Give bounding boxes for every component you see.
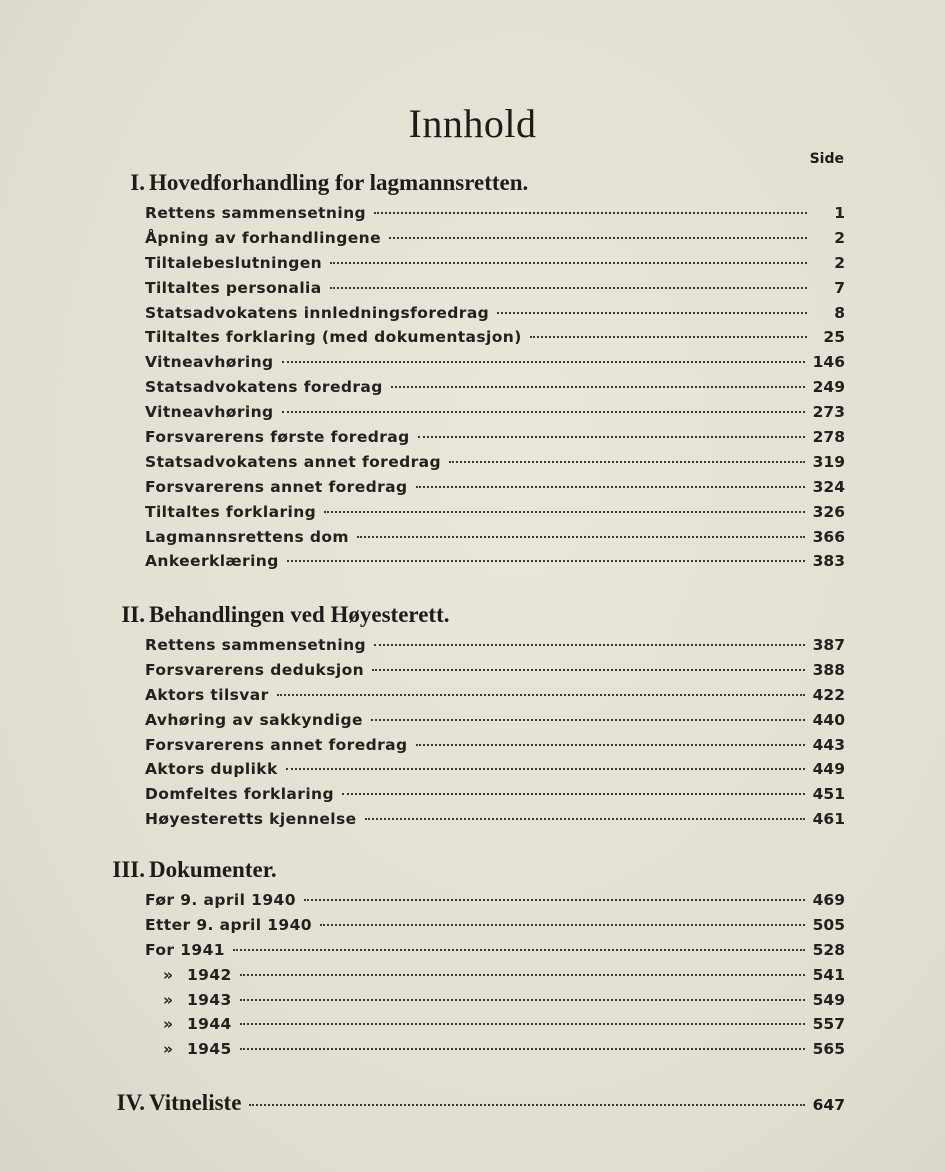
ditto-marker: » (163, 1015, 174, 1034)
entry-label: Åpning av forhandlingene (145, 228, 381, 247)
entry-label: Rettens sammensetning (145, 636, 366, 654)
entry-label: For 1941 (145, 940, 225, 959)
toc-entry (100, 353, 845, 378)
dot-leader (277, 694, 805, 696)
toc-entry (100, 785, 845, 810)
entry-label: Forsvarerens annet foredrag (145, 735, 408, 754)
section-number: IV. (116, 1090, 145, 1115)
entry-page: 7 (834, 278, 845, 297)
toc-entry (100, 229, 845, 254)
toc-entry (100, 661, 845, 686)
section-number: III. (112, 857, 145, 882)
dot-leader (371, 719, 805, 721)
dot-leader (449, 461, 805, 463)
toc-entry (100, 403, 845, 428)
entry-page: 319 (812, 452, 845, 471)
section-heading (100, 170, 845, 204)
dot-leader (416, 486, 805, 488)
toc-entry (100, 810, 845, 835)
entry-page: 324 (812, 477, 845, 496)
toc-entry (100, 552, 845, 577)
entry-label: Vitneavhøring (145, 403, 274, 422)
dot-leader (374, 644, 805, 646)
section-title: Behandlingen ved Høyesterett. (149, 602, 450, 627)
entry-label: Tiltaltes forklaring (med dokumentasjon) (145, 328, 522, 347)
entry-page: 451 (812, 785, 845, 804)
entry-label: Avhøring av sakkyndige (145, 710, 363, 729)
dot-leader (240, 1048, 805, 1050)
section-4 (100, 1090, 845, 1124)
toc-entry (100, 478, 845, 503)
page-title: Innhold (408, 101, 537, 146)
dot-leader (287, 560, 805, 562)
dot-leader (330, 262, 807, 264)
entry-page: 25 (823, 328, 845, 347)
entry-label: Tiltalebeslutningen (145, 253, 323, 272)
dot-leader (330, 287, 807, 289)
toc-entry (100, 1040, 845, 1065)
ditto-marker: » (163, 990, 174, 1009)
toc-entry (100, 428, 845, 453)
toc-entry (100, 916, 845, 941)
toc-entry (100, 279, 845, 304)
entry-page: 1 (834, 204, 845, 222)
section-heading (100, 1090, 845, 1124)
ditto-marker: » (163, 1040, 174, 1059)
entry-page: 422 (812, 685, 845, 704)
section-title: Dokumenter. (149, 857, 277, 882)
dot-leader (374, 212, 807, 214)
dot-leader (342, 793, 805, 795)
toc-entry (100, 686, 845, 711)
toc-entry (100, 891, 845, 916)
entry-page: 278 (812, 428, 845, 447)
entry-list (100, 891, 845, 1065)
entry-page: 2 (834, 228, 845, 247)
toc-entry (100, 760, 845, 785)
entry-label: Tiltaltes forklaring (145, 502, 317, 521)
entry-label: Forsvarerens første foredrag (145, 428, 410, 447)
dot-leader (365, 818, 805, 820)
dot-leader (240, 1023, 805, 1025)
entry-label: Vitneavhøring (145, 353, 274, 372)
toc-entry (100, 991, 845, 1016)
entry-page: 549 (812, 990, 845, 1009)
section-heading (100, 857, 845, 891)
entry-label: Forsvarerens deduksjon (145, 660, 365, 679)
entry-label: Lagmannsrettens dom (145, 527, 349, 546)
toc-entry (100, 711, 845, 736)
entry-page: 557 (812, 1015, 845, 1034)
section-3 (100, 857, 845, 1065)
entry-page: 440 (812, 710, 845, 729)
dot-leader (416, 744, 805, 746)
dot-leader (240, 974, 805, 976)
dot-leader (233, 949, 805, 951)
toc-entry (100, 941, 845, 966)
dot-leader (389, 237, 807, 239)
dot-leader (324, 511, 805, 513)
entry-page: 273 (812, 403, 845, 422)
section-number: II. (121, 602, 145, 627)
entry-label: 1942 (187, 965, 232, 984)
entry-page: 647 (812, 1096, 845, 1114)
dot-leader (530, 336, 807, 338)
entry-label: Statsadvokatens innledningsforedrag (145, 303, 490, 322)
entry-page: 461 (812, 810, 845, 829)
entry-label: Rettens sammensetning (145, 204, 366, 222)
section-number: I. (130, 170, 145, 195)
entry-label: 1944 (187, 1015, 232, 1034)
toc-entry (100, 528, 845, 553)
entry-list (100, 204, 845, 577)
entry-page: 383 (812, 552, 845, 571)
entry-page: 541 (812, 965, 845, 984)
entry-label: Høyesteretts kjennelse (145, 810, 357, 829)
entry-page: 8 (834, 303, 845, 322)
entry-label: Tiltaltes personalia (145, 278, 322, 297)
toc-entry (100, 966, 845, 991)
entry-list (100, 636, 845, 835)
toc-entry (100, 503, 845, 528)
section-heading (100, 602, 845, 636)
dot-leader (286, 768, 805, 770)
toc-entry (100, 378, 845, 403)
dot-leader (240, 999, 805, 1001)
entry-page: 366 (812, 527, 845, 546)
entry-label: Forsvarerens annet foredrag (145, 477, 408, 496)
entry-page: 565 (812, 1040, 845, 1059)
section-title: Hovedforhandling for lagmannsretten. (149, 170, 529, 195)
dot-leader (497, 312, 807, 314)
entry-page: 388 (812, 660, 845, 679)
entry-label: Aktors tilsvar (145, 685, 269, 704)
entry-label: Statsadvokatens foredrag (145, 378, 383, 397)
entry-page: 2 (834, 253, 845, 272)
dot-leader (391, 386, 805, 388)
dot-leader (418, 436, 805, 438)
dot-leader (249, 1104, 804, 1106)
ditto-marker: » (163, 965, 174, 984)
toc-entry (100, 636, 845, 661)
toc-entry (100, 453, 845, 478)
section-title: Vitneliste (149, 1090, 242, 1115)
entry-label: Ankeerklæring (145, 552, 279, 571)
entry-label: Før 9. april 1940 (145, 891, 296, 909)
entry-label: Domfeltes forklaring (145, 785, 334, 804)
entry-page: 146 (812, 353, 845, 372)
toc-entry (100, 254, 845, 279)
entry-label: 1943 (187, 990, 232, 1009)
entry-page: 505 (812, 915, 845, 934)
entry-label: 1945 (187, 1040, 232, 1059)
toc-entry (100, 204, 845, 229)
dot-leader (372, 669, 805, 671)
entry-page: 387 (812, 636, 845, 654)
dot-leader (282, 361, 805, 363)
entry-page: 443 (812, 735, 845, 754)
dot-leader (304, 899, 805, 901)
toc-entry (100, 736, 845, 761)
entry-label: Statsadvokatens annet foredrag (145, 452, 442, 471)
entry-page: 469 (812, 891, 845, 909)
entry-page: 528 (812, 940, 845, 959)
toc-entry (100, 328, 845, 353)
toc-entry (100, 304, 845, 329)
dot-leader (357, 536, 805, 538)
section-2 (100, 602, 845, 835)
entry-page: 249 (812, 378, 845, 397)
entry-page: 449 (812, 760, 845, 779)
dot-leader (320, 924, 805, 926)
entry-page: 326 (812, 502, 845, 521)
dot-leader (282, 411, 805, 413)
page-column-label: Side (809, 151, 844, 167)
entry-label: Aktors duplikk (145, 760, 278, 779)
section-1 (100, 170, 845, 577)
toc-entry (100, 1015, 845, 1040)
entry-label: Etter 9. april 1940 (145, 915, 312, 934)
